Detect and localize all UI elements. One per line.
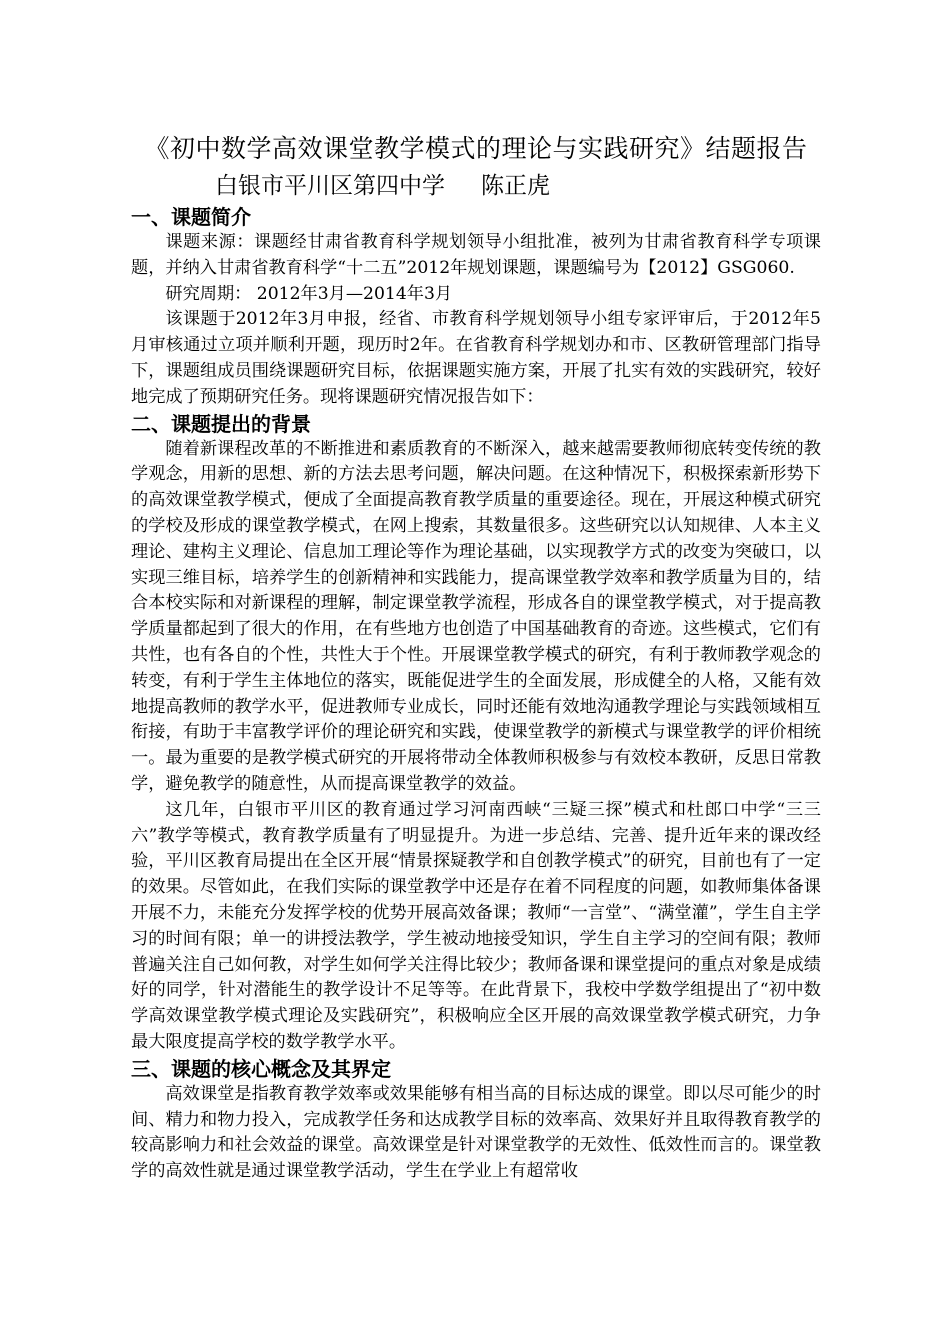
section-heading: 二、课题提出的背景 (131, 411, 311, 436)
paragraph: 随着新课程改革的不断推进和素质教育的不断深入，越来越需要教师彻底转变传统的教学观念，用新的思想、新的方法去思考问题，解决问题。在这种情况下，积极探索新形势下的高效课堂教学模式，便成了全面提高教育教学质量的重要途径。现在，开展这种模式研究的学校及形成的课堂教学模式，在网上搜索，其数量很多。这些研究以认知规律、人本主义理论、建构主义理论、信息加工理论等作为理论基础，以实现教学方式的改变为突破口，以实现三维目标，培养学生的创新精神和实践能力，提高课堂教学效率和教学质量为目的，结合本校实际和对新课程的理解，制定课堂教学流程，形成各自的课堂教学模式，对于提高教学质量都起到了很大的作用，在有些地方也创造了中国基础教育的奇迹。这些模式，它们有共性，也有各自的个性，共性大于个性。开展课堂教学模式的研究，有利于教师教学观念的转变，有利于学生主体地位的落实，既能促进学生的全面发展，形成健全的人格，又能有效地提高教师的教学水平，促进教师专业成长，同时还能有效地沟通教学理论与实践领域相互衔接，有助于丰富教学评价的理论研究和实践，使课堂教学的新模式与课堂教学的评价相统一。最为重要的是教学模式研究的开展将带动全体教师积极参与有效校本教研，反思日常教学，避免教学的随意性，从而提高课堂教学的效益。 (131, 438, 821, 794)
school-name: 白银市平川区第四中学 (215, 173, 445, 199)
author-line (131, 168, 821, 204)
document-page (131, 130, 821, 1185)
paragraph: 课题来源：课题经甘肃省教育科学规划领导小组批准，被列为甘肃省教育科学专项课题，并纳入甘肃省教育科学“十二五”2012年规划课题，课题编号为【2012】GSG060. (131, 232, 821, 278)
paragraph: 该课题于2012年3月申报，经省、市教育科学规划领导小组专家评审后，于2012年5月审核通过立项并顺利开题，现历时2年。在省教育科学规划办和市、区教研管理部门指导下，课题组成员围绕课题研究目标，依据课题实施方案，开展了扎实有效的实践研究，较好地完成了预期研究任务。现将课题研究情况报告如下： (131, 309, 821, 407)
paragraph: 高效课堂是指教育教学效率或效果能够有相当高的目标达成的课堂。即以尽可能少的时间、精力和物力投入，完成教学任务和达成教学目标的效率高、效果好并且取得教育教学的较高影响力和社会效益的课堂。高效课堂是针对课堂教学的无效性、低效性而言的。课堂教学的高效性就是通过课堂教学活动，学生在学业上有超常收 (131, 1083, 821, 1182)
section-heading: 三、课题的核心概念及其界定 (131, 1056, 391, 1081)
document-title: 《初中数学高效课堂教学模式的理论与实践研究》结题报告 (144, 134, 808, 163)
paragraph: 这几年，白银市平川区的教育通过学习河南西峡“三疑三探”模式和杜郎口中学“三三六”教学等模式，教育教学质量有了明显提升。为进一步总结、完善、提升近年来的课改经验，平川区教育局提出在全区开展“情景探疑教学和自创教学模式”的研究，目前也有了一定的效果。尽管如此，在我们实际的课堂教学中还是存在着不同程度的问题，如教师集体备课开展不力，未能充分发挥学校的优势开展高效备课；教师“一言堂”、“满堂灌”，学生自主学习的时间有限；单一的讲授法教学，学生被动地接受知识，学生自主学习的空间有限；教师普遍关注自己如何教，对学生如何学关注得比较少；教师备课和课堂提问的重点对象是成绩好的同学，针对潜能生的教学设计不足等等。在此背景下，我校中学数学组提出了“初中数学高效课堂教学模式理论及实践研究”，积极响应全区开展的高效课堂教学模式研究，力争最大限度提高学校的数学教学水平。 (131, 799, 821, 1052)
section-background (131, 411, 821, 1056)
author-name: 陈正虎 (481, 173, 550, 199)
paragraph: 研究周期： 2012年3月—2014年3月 (165, 283, 453, 304)
section-core-concepts (131, 1056, 821, 1185)
section-heading: 一、课题简介 (131, 205, 251, 229)
section-introduction (131, 204, 821, 411)
